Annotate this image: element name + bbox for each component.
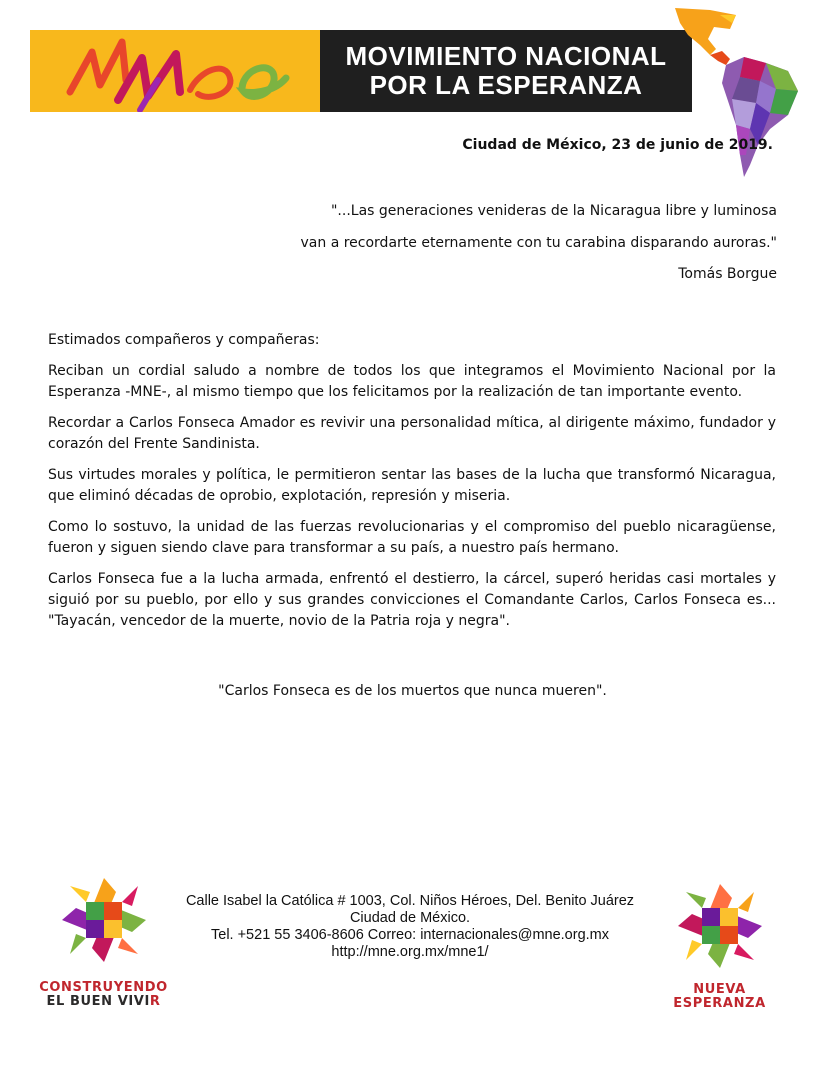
address-line1: Calle Isabel la Católica # 1003, Col. Niños Héroes, Del. Benito Juárez: [185, 893, 635, 909]
mne-logo-text: MNE: [30, 30, 33, 31]
pinwheel-icon: [670, 876, 770, 976]
org-name-line1: MOVIMIENTO NACIONAL: [345, 41, 667, 71]
left-logo-line2: [36, 995, 171, 1009]
paragraph: Carlos Fonseca fue a la lucha armada, enfrentó el destierro, la cárcel, superó heridas casi mortales y siguió por su pueblo, por ello y sus grandes convicciones el Comandante Carlos, Carlos Fonseca es... "Tayacán, vencedor de la muerte, novio de la Patria roja y negra".: [48, 571, 776, 629]
nueva-esperanza-logo: [662, 876, 777, 1011]
mne-logo: [30, 30, 320, 112]
contact-line: Tel. +521 55 3406-8606 Correo: internacionales@mne.org.mx: [211, 927, 609, 943]
org-name-line2: POR LA ESPERANZA: [369, 70, 643, 100]
left-logo-line2-main: EL BUEN VIVI: [46, 994, 150, 1009]
website-url: http://mne.org.mx/mne1/: [331, 944, 489, 960]
paragraph: Sus virtudes morales y política, le permitieron sentar las bases de la lucha que transformó Nicaragua, que eliminó décadas de oprobio, explotación, represión y miseria.: [48, 467, 776, 504]
pinwheel-icon: [54, 870, 154, 970]
closing-quote: "Carlos Fonseca es de los muertos que nunca mueren".: [218, 683, 607, 699]
paragraph: Como lo sostuvo, la unidad de las fuerzas revolucionarias y el compromiso del pueblo nicaragüense, fueron y siguen siendo clave para transformar a su país, a nuestro país hermano.: [48, 519, 776, 556]
footer-address: [140, 893, 680, 961]
right-logo-line2: ESPERANZA: [673, 996, 766, 1011]
header-banner: [30, 30, 692, 112]
paragraph: Recordar a Carlos Fonseca Amador es revivir una personalidad mítica, al dirigente máximo, fundador y corazón del Frente Sandinista.: [48, 415, 776, 452]
right-logo-line1: NUEVA: [693, 982, 746, 997]
address-line2: Ciudad de México.: [349, 910, 471, 926]
org-name-block: [320, 30, 692, 112]
left-logo-line1: CONSTRUYENDO: [39, 980, 168, 995]
mne-logo-graphic: [30, 30, 320, 112]
epigraph-line-1: "...Las generaciones venideras de la Nicaragua libre y luminosa: [330, 203, 777, 219]
greeting: Estimados compañeros y compañeras:: [48, 332, 320, 348]
latin-america-map-icon: [670, 5, 800, 180]
epigraph-author: Tomás Borgue: [678, 266, 777, 282]
paragraph: Reciban un cordial saludo a nombre de todos los que integramos el Movimiento Nacional por la Esperanza -MNE-, al mismo tiempo que los felicitamos por la realización de tan importante evento.: [48, 363, 776, 400]
letter-body: [48, 361, 776, 642]
dateline: Ciudad de México, 23 de junio de 2019.: [462, 137, 773, 153]
epigraph-line-2: van a recordarte eternamente con tu carabina disparando auroras.": [300, 235, 777, 251]
left-logo-line2-accent: R: [149, 994, 161, 1009]
